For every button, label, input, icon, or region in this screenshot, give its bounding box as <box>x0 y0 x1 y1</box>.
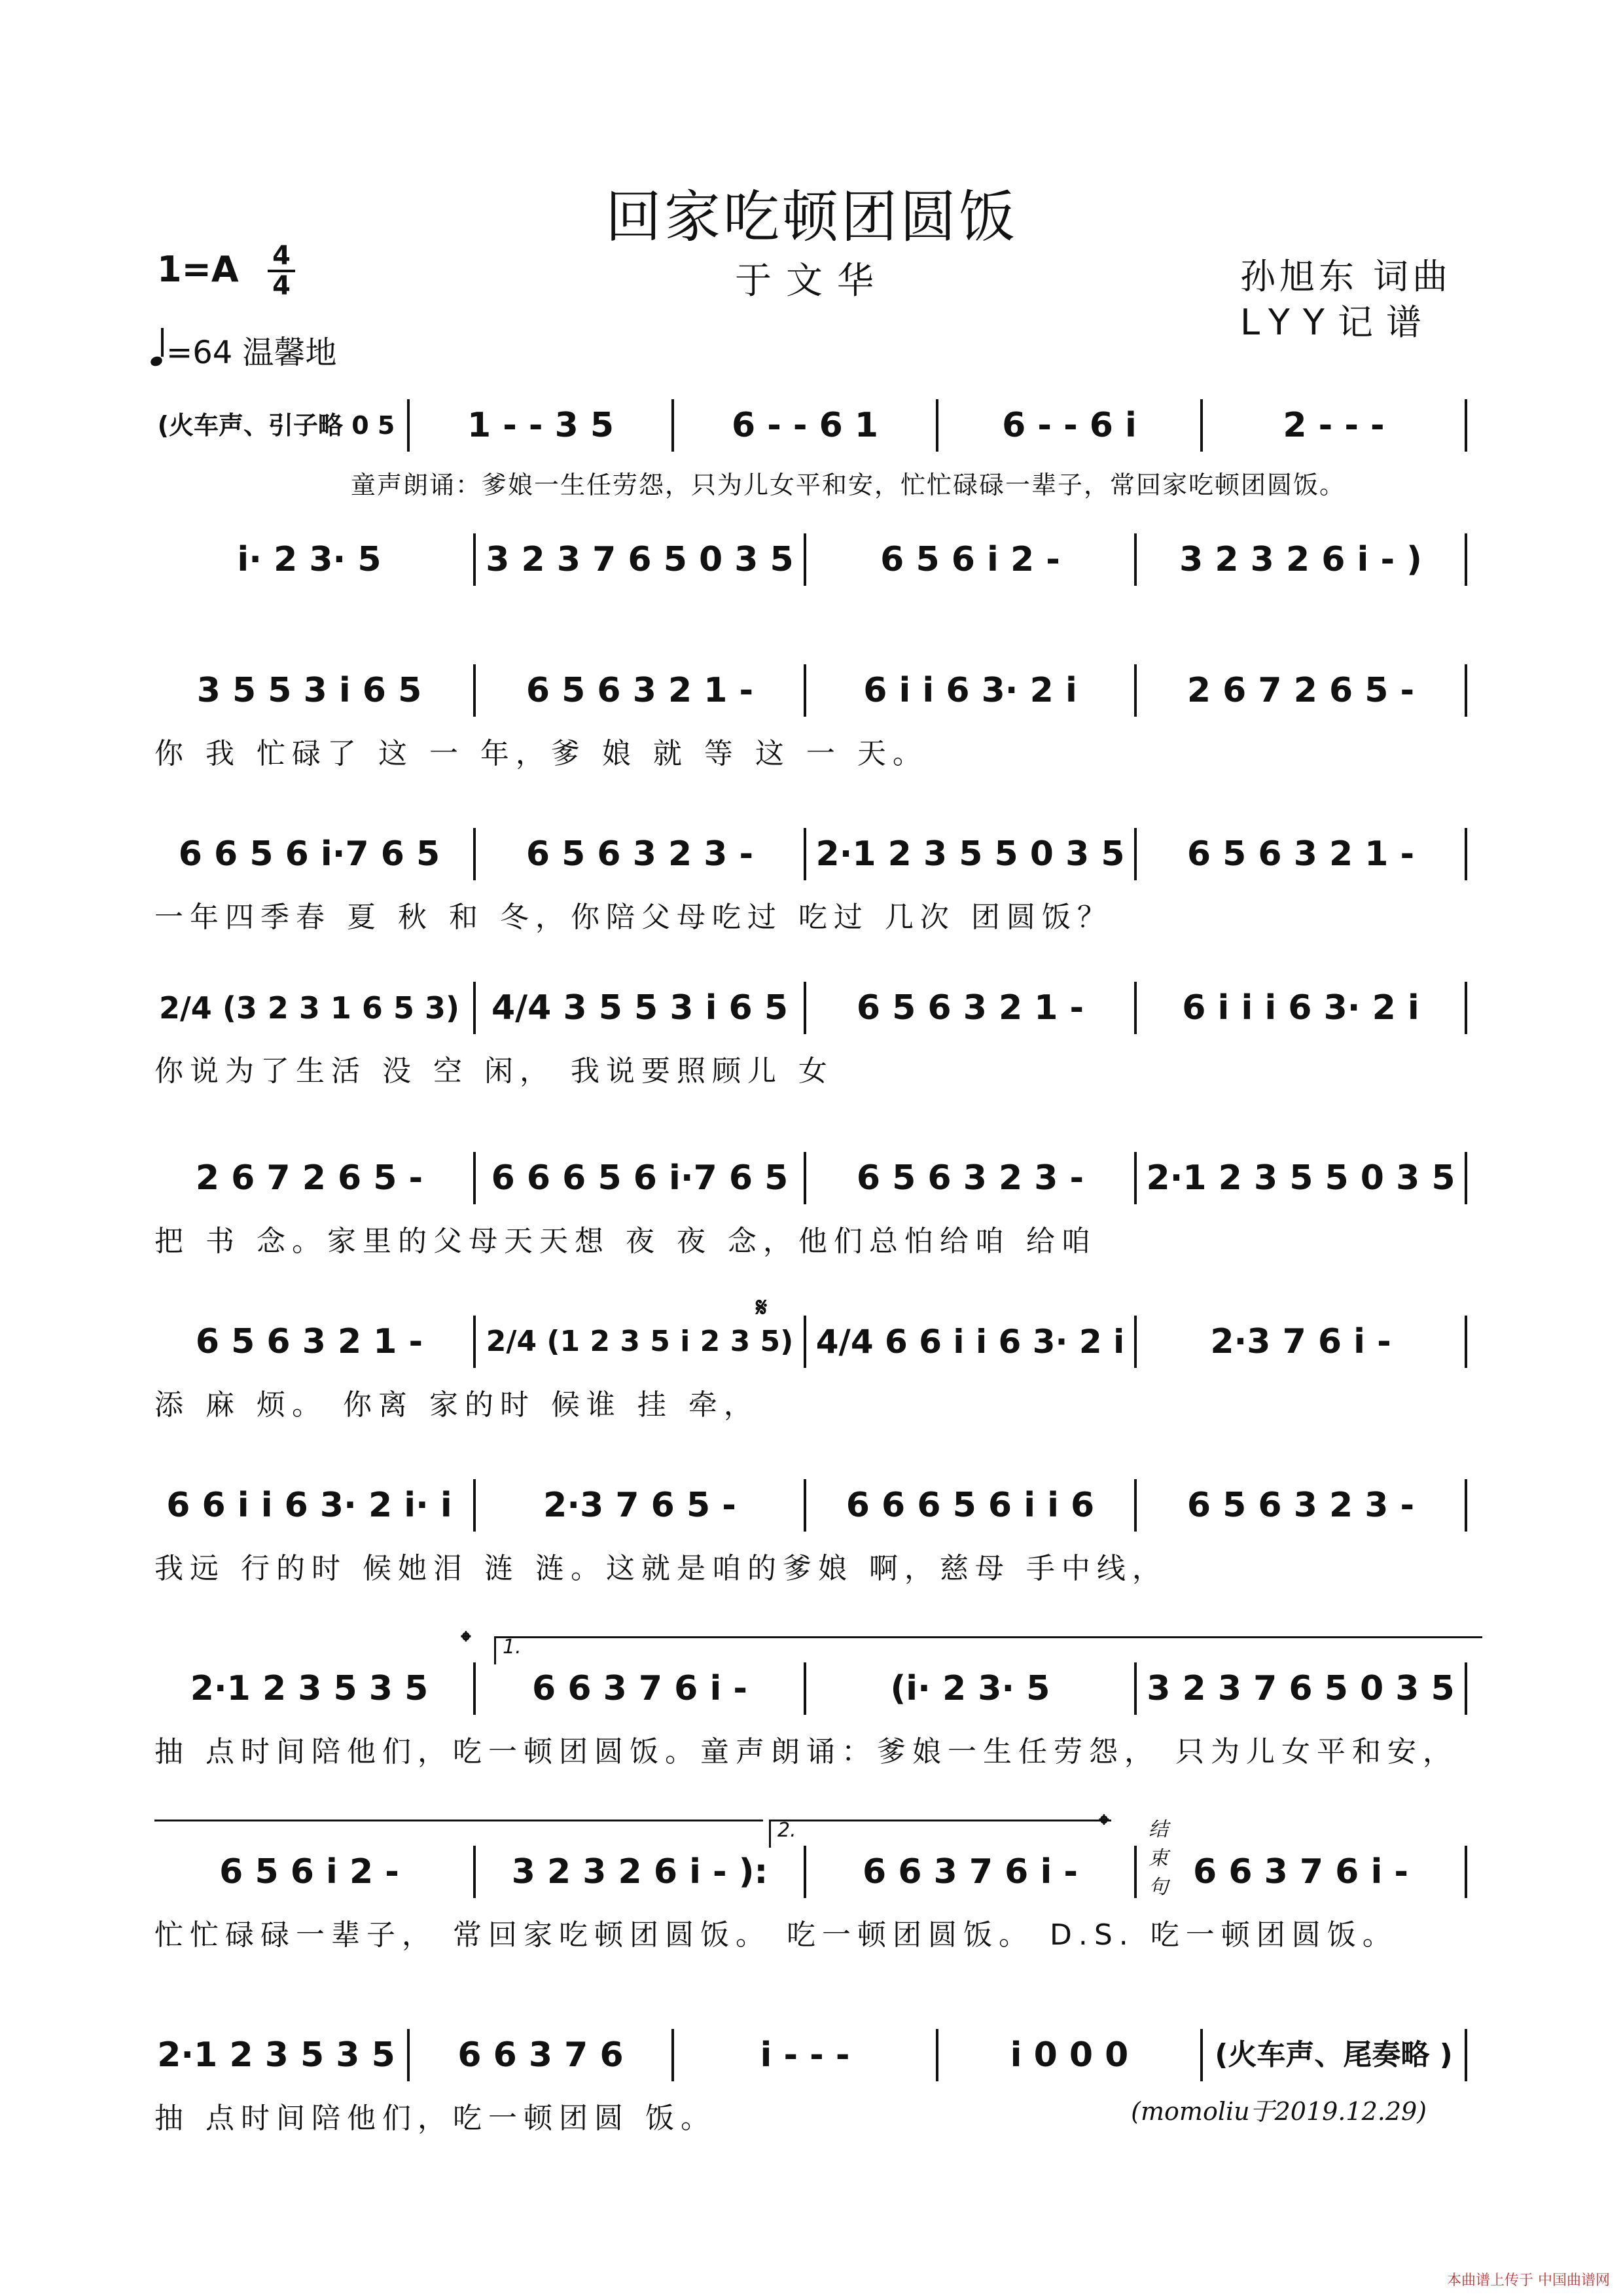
notes-line <box>154 1479 1476 1532</box>
measure: 6 5 6 3 2 1 - <box>526 671 754 710</box>
bar-line <box>936 399 938 452</box>
measure: 6 5 6 3 2 1 - <box>195 1322 423 1361</box>
lyrics-line: 抽 点时间陪他们，吃一顿团圆 饭。 <box>154 2102 716 2135</box>
measure: 6 6 6 5 6 i·7 6 5 <box>491 1158 789 1198</box>
bar-line <box>1134 1479 1137 1532</box>
lyrics-line: 我远 行的时 候她泪 涟 涟。这就是咱的爹娘 啊，慈母 手中线， <box>154 1552 1168 1585</box>
bar-line <box>1134 1316 1137 1368</box>
bar-line <box>804 1662 806 1715</box>
measure: i 0 0 0 <box>1010 2036 1129 2075</box>
bar-line <box>1134 1846 1137 1898</box>
bar-line <box>407 2029 410 2081</box>
measure: (火车声、引子略 0 5 <box>157 411 395 440</box>
notes-line <box>154 1846 1476 1898</box>
bar-line <box>804 982 806 1034</box>
notes-line <box>154 533 1476 586</box>
volta-first <box>494 1636 895 1664</box>
bar-line <box>473 1846 476 1898</box>
repeat-bracket-line <box>154 1820 763 1821</box>
measure: i· 2 3· 5 <box>237 540 382 579</box>
bar-line <box>1465 664 1467 717</box>
measure: 4/4 3 5 5 3 i 6 5 <box>491 988 788 1028</box>
measure: 4/4 6 6 i i 6 3· 2 i <box>815 1323 1125 1361</box>
score-row <box>154 533 1483 645</box>
volta-line-first <box>494 1636 1482 1638</box>
bar-line <box>804 828 806 880</box>
bar-line <box>473 1662 476 1715</box>
notes-line <box>154 982 1476 1034</box>
measure: 6 6 3 7 6 i - <box>1193 1852 1408 1892</box>
measure: 6 6 3 7 6 <box>457 2036 624 2075</box>
measure: 1 - - 3 5 <box>467 406 615 445</box>
bar-line <box>473 533 476 586</box>
score-row <box>154 1662 1483 1774</box>
bar-line <box>804 1479 806 1532</box>
measure: 2·1 2 3 5 3 5 <box>190 1669 429 1708</box>
measure: 6 i i i 6 3· 2 i <box>1182 988 1419 1028</box>
time-bottom: 4 <box>272 271 291 301</box>
bar-line <box>671 2029 674 2081</box>
score-row <box>154 1316 1483 1427</box>
measure: 6 6 6 5 6 i i 6 <box>846 1486 1095 1525</box>
bar-line <box>1465 1152 1467 1204</box>
measure: 6 - - 6 1 <box>731 406 879 445</box>
bar-line <box>1465 1316 1467 1368</box>
score-row <box>154 828 1483 939</box>
bar-line <box>1134 1152 1137 1204</box>
measure: 3 5 5 3 i 6 5 <box>196 671 422 710</box>
bar-line <box>1465 399 1467 452</box>
measure: 2 - - - <box>1283 406 1385 445</box>
notes-line <box>154 1316 1476 1368</box>
bar-line <box>1465 828 1467 880</box>
bar-line <box>804 1316 806 1368</box>
measure: 2 6 7 2 6 5 - <box>1186 671 1415 710</box>
measure: 6 6 3 7 6 i - <box>863 1852 1078 1892</box>
note-stem <box>161 328 164 357</box>
bar-line <box>1134 982 1137 1034</box>
bar-line <box>407 399 410 452</box>
measure: 2 6 7 2 6 5 - <box>195 1158 423 1198</box>
measure: 2/4 (1 2 3 5 i 2 3 5) <box>486 1325 794 1358</box>
score-row <box>154 1152 1483 1263</box>
bar-line <box>1200 399 1203 452</box>
singer: 于文华 <box>735 260 888 302</box>
notes-line <box>154 664 1476 717</box>
composer-credit: 孙旭东 词曲 <box>1240 256 1452 297</box>
bar-line <box>1465 1846 1467 1898</box>
site-watermark: 本曲谱上传于 中国曲谱网 <box>1447 2272 1610 2289</box>
page-title: 回家吃顿团圆饭 <box>605 185 1018 250</box>
lyrics-line: 抽 点时间陪他们，吃一顿团圆饭。童声朗诵：爹娘一生任劳怨， 只为儿女平和安， <box>154 1735 1458 1768</box>
measure: 6 i i 6 3· 2 i <box>863 671 1077 710</box>
lyrics-line: 你说为了生活 没 空 闲， 我说要照顾儿 女 <box>154 1054 834 1088</box>
measure: 3 2 3 2 6 i - ) <box>1179 540 1422 579</box>
score-row <box>154 399 1483 511</box>
segno-icon: 𝄋 <box>756 1293 768 1323</box>
bar-line <box>1134 533 1137 586</box>
measure: 6 5 6 3 2 3 - <box>1186 1486 1415 1525</box>
measure: 2/4 (3 2 3 1 6 5 3) <box>158 990 459 1026</box>
measure: 6 5 6 i 2 - <box>880 540 1060 579</box>
bar-line <box>671 399 674 452</box>
notes-line <box>154 2029 1476 2081</box>
bar-line <box>804 533 806 586</box>
measure: (火车声、尾奏略 ) <box>1215 2038 1453 2072</box>
measure: 2·1 2 3 5 3 5 <box>157 2036 395 2075</box>
measure: 2·3 7 6 5 - <box>543 1486 736 1525</box>
score-row <box>154 1479 1483 1590</box>
bar-line <box>804 1152 806 1204</box>
bar-line <box>473 1479 476 1532</box>
lyrics-line: 童声朗诵：爹娘一生任劳怨，只为儿女平和安，忙忙碌碌一辈子，常回家吃顿团圆饭。 <box>351 471 1346 499</box>
bar-line <box>473 1152 476 1204</box>
measure: 2·1 2 3 5 5 0 3 5 <box>815 834 1125 874</box>
score-row <box>154 664 1483 776</box>
notes-line <box>154 828 1476 880</box>
key-signature: 1=A <box>157 249 239 290</box>
lyrics-line: 忙忙碌碌一辈子， 常回家吃顿团圆饭。 吃一顿团圆饭。 D.S. 吃一顿团圆饭。 <box>154 1918 1398 1952</box>
score-row <box>154 1846 1483 1957</box>
time-signature <box>265 241 298 301</box>
measure: 6 5 6 3 2 3 - <box>856 1158 1084 1198</box>
bar-line <box>1134 828 1137 880</box>
notes-line <box>154 1662 1476 1715</box>
measure: 6 5 6 3 2 1 - <box>856 988 1084 1028</box>
bar-line <box>1465 1479 1467 1532</box>
measure: (i· 2 3· 5 <box>890 1669 1050 1708</box>
bar-line <box>1134 1662 1137 1715</box>
measure: 6 - - 6 i <box>1002 406 1137 445</box>
measure: 3 2 3 2 6 i - ): <box>511 1852 768 1892</box>
bar-line <box>804 1846 806 1898</box>
transcription-date: (momoliu于2019.12.29) <box>1131 2097 1427 2126</box>
tempo-text: =64 温馨地 <box>166 334 337 371</box>
volta-first-label: 1. <box>503 1636 522 1659</box>
bar-line <box>473 828 476 880</box>
bar-line <box>1465 533 1467 586</box>
time-top: 4 <box>272 241 291 271</box>
measure: 2·1 2 3 5 5 0 3 5 <box>1146 1158 1455 1198</box>
lyrics-line: 把 书 念。家里的父母天天想 夜 夜 念，他们总怕给咱 给咱 <box>154 1225 1097 1258</box>
lyrics-line: 你 我 忙碌了 这 一 年，爹 娘 就 等 这 一 天。 <box>154 737 928 770</box>
bar-line <box>804 664 806 717</box>
coda-section-label: 结束句 <box>1149 1818 1168 1899</box>
bar-line <box>1134 664 1137 717</box>
measure: 6 6 5 6 i·7 6 5 <box>178 834 440 874</box>
quarter-note-icon <box>149 355 164 367</box>
measure: i - - - <box>760 2036 850 2075</box>
tempo-marking <box>151 327 337 372</box>
measure: 2·3 7 6 i - <box>1210 1322 1391 1361</box>
notes-line <box>154 399 1476 452</box>
bar-line <box>1465 1662 1467 1715</box>
bar-line <box>473 982 476 1034</box>
measure: 6 5 6 3 2 1 - <box>1186 834 1415 874</box>
lyrics-line: 一年四季春 夏 秋 和 冬，你陪父母吃过 吃过 几次 团圆饭？ <box>154 901 1113 934</box>
bar-line <box>1465 982 1467 1034</box>
transcriber-credit: LYY记谱 <box>1240 302 1435 343</box>
volta-second-label: 2. <box>777 1819 796 1842</box>
measure: 6 6 3 7 6 i - <box>532 1669 747 1708</box>
coda-icon: 𝄌 <box>461 1626 471 1657</box>
measure: 6 5 6 i 2 - <box>219 1852 399 1892</box>
notes-line <box>154 1152 1476 1204</box>
bar-line <box>1200 2029 1203 2081</box>
bar-line <box>473 1316 476 1368</box>
bar-line <box>936 2029 938 2081</box>
measure: 3 2 3 7 6 5 0 3 5 <box>1147 1669 1455 1708</box>
score-row <box>154 982 1483 1093</box>
measure: 3 2 3 7 6 5 0 3 5 <box>486 540 794 579</box>
volta-second <box>769 1820 1111 1848</box>
measure: 6 6 i i 6 3· 2 i· i <box>166 1486 452 1525</box>
coda-icon-2: 𝄌 <box>1099 1810 1109 1840</box>
lyrics-line: 添 麻 烦。 你离 家的时 候谁 挂 牵， <box>154 1388 759 1422</box>
measure: 6 5 6 3 2 3 - <box>526 834 754 874</box>
bar-line <box>473 664 476 717</box>
bar-line <box>1465 2029 1467 2081</box>
